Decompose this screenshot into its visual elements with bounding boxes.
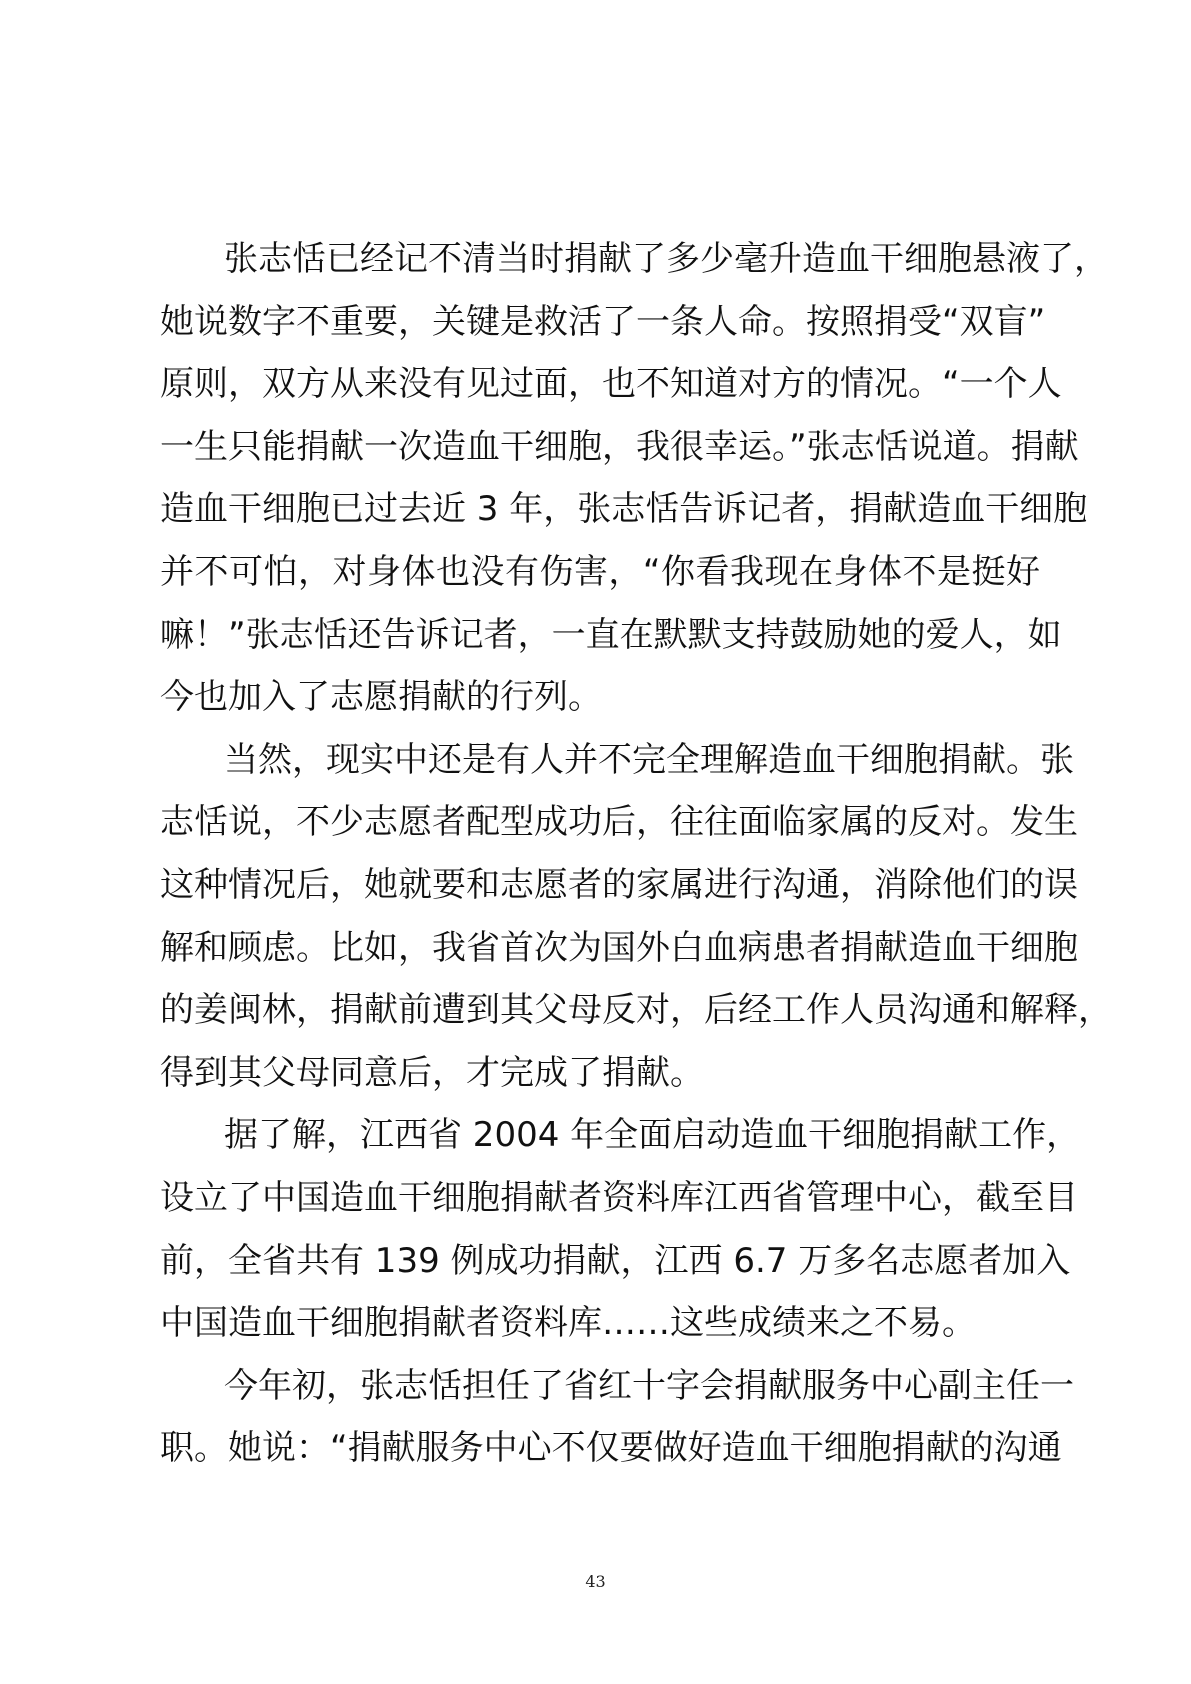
- text-line: 前，全省共有 139 例成功捐献，江西 6.7 万多名志愿者加入: [160, 1240, 1071, 1281]
- text-line: 当然，现实中还是有人并不完全理解造血干细胞捐献。张: [224, 739, 1074, 780]
- text-line: 职。她说：“捐献服务中心不仅要做好造血干细胞捐献的沟通: [160, 1428, 1062, 1469]
- text-line: 造血干细胞已过去近 3 年，张志恬告诉记者，捐献造血干细胞: [160, 489, 1088, 530]
- text-line: 解和顾虑。比如，我省首次为国外白血病患者捐献造血干细胞: [160, 927, 1078, 968]
- text-line: 并不可怕，对身体也没有伤害，“你看我现在身体不是挺好: [160, 551, 1040, 592]
- paragraph-1: [160, 228, 1108, 729]
- text-line: 嘛！”张志恬还告诉记者，一直在默默支持鼓励她的爱人，如: [160, 614, 1062, 655]
- paragraph-4: [160, 1355, 1074, 1480]
- text-line: 志恬说，不少志愿者配型成功后，往往面临家属的反对。发生: [160, 802, 1078, 843]
- text-line: 今也加入了志愿捐献的行列。: [160, 677, 602, 718]
- text-line: 据了解，江西省 2004 年全面启动造血干细胞捐献工作，: [224, 1115, 1081, 1156]
- text-line: 设立了中国造血干细胞捐献者资料库江西省管理中心，截至目: [160, 1177, 1078, 1218]
- text-line: 一生只能捐献一次造血干细胞，我很幸运。”张志恬说道。捐献: [160, 426, 1079, 467]
- text-line: 原则，双方从来没有见过面，也不知道对方的情况。“一个人: [160, 364, 1062, 405]
- text-line: 今年初，张志恬担任了省红十字会捐献服务中心副主任一: [224, 1365, 1074, 1406]
- page-number: 43: [585, 1572, 606, 1591]
- text-line: 她说数字不重要，关键是救活了一条人命。按照捐受“双盲”: [160, 301, 1046, 342]
- text-line: 的姜闽林，捐献前遭到其父母反对，后经工作人员沟通和解释，: [160, 990, 1112, 1031]
- text-line: 得到其父母同意后，才完成了捐献。: [160, 1052, 704, 1093]
- text-line: 中国造血干细胞捐献者资料库……这些成绩来之不易。: [160, 1303, 976, 1344]
- body-text: [160, 228, 1112, 1480]
- text-line: 张志恬已经记不清当时捐献了多少毫升造血干细胞悬液了，: [224, 239, 1108, 279]
- paragraph-3: [160, 1104, 1081, 1354]
- text-line: 这种情况后，她就要和志愿者的家属进行沟通，消除他们的误: [160, 864, 1078, 905]
- paragraph-2: [160, 729, 1112, 1105]
